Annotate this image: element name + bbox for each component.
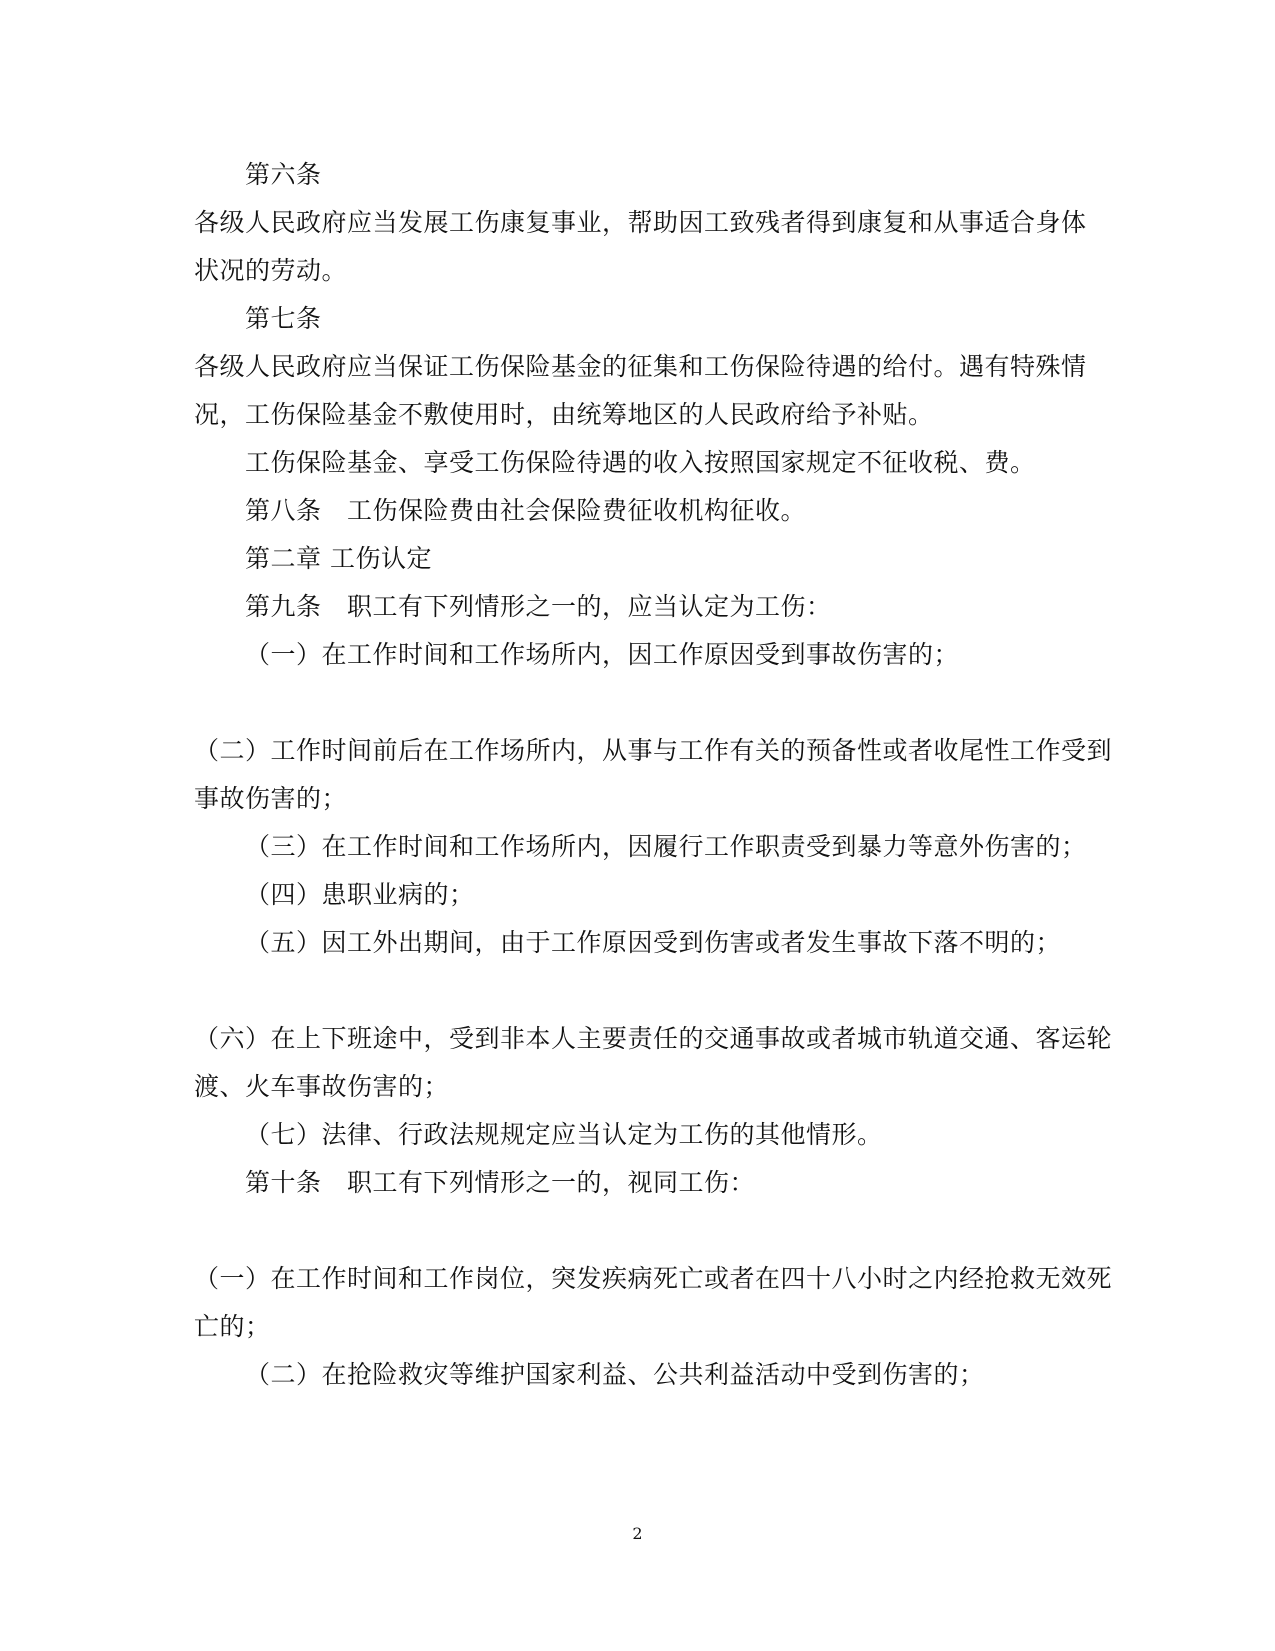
list-item: （一）在工作时间和工作岗位，突发疾病死亡或者在四十八小时之内经抢救无效死 <box>194 1264 1113 1293</box>
paragraph-line: 渡、火车事故伤害的； <box>194 1072 450 1101</box>
list-item: （七）法律、行政法规规定应当认定为工伤的其他情形。 <box>245 1120 883 1149</box>
list-item: （二）在抢险救灾等维护国家利益、公共利益活动中受到伤害的； <box>245 1360 985 1389</box>
page-number: 2 <box>632 1524 643 1543</box>
article-10-line: 第十条 职工有下列情形之一的，视同工伤： <box>245 1168 756 1197</box>
article-7-heading: 第七条 <box>245 304 322 333</box>
chapter-2-heading: 第二章 工伤认定 <box>245 544 432 573</box>
paragraph-line: 亡的； <box>194 1312 271 1341</box>
paragraph-line: 状况的劳动。 <box>194 256 348 285</box>
paragraph-line: 各级人民政府应当保证工伤保险基金的征集和工伤保险待遇的给付。遇有特殊情 <box>194 352 1087 381</box>
paragraph-line: 工伤保险基金、享受工伤保险待遇的收入按照国家规定不征收税、费。 <box>245 448 1036 477</box>
list-item: （四）患职业病的； <box>245 880 475 909</box>
paragraph-line: 事故伤害的； <box>194 784 348 813</box>
list-item: （一）在工作时间和工作场所内，因工作原因受到事故伤害的； <box>245 640 960 669</box>
list-item: （五）因工外出期间，由于工作原因受到伤害或者发生事故下落不明的； <box>245 928 1062 957</box>
paragraph-line: 各级人民政府应当发展工伤康复事业，帮助因工致残者得到康复和从事适合身体 <box>194 208 1087 237</box>
paragraph-line: 况，工伤保险基金不敷使用时，由统筹地区的人民政府给予补贴。 <box>194 400 934 429</box>
article-6-heading: 第六条 <box>245 160 322 189</box>
article-9-line: 第九条 职工有下列情形之一的，应当认定为工伤： <box>245 592 832 621</box>
list-item: （二）工作时间前后在工作场所内，从事与工作有关的预备性或者收尾性工作受到 <box>194 736 1113 765</box>
list-item: （六）在上下班途中，受到非本人主要责任的交通事故或者城市轨道交通、客运轮 <box>194 1024 1113 1053</box>
article-8-line: 第八条 工伤保险费由社会保险费征收机构征收。 <box>245 496 807 525</box>
list-item: （三）在工作时间和工作场所内，因履行工作职责受到暴力等意外伤害的； <box>245 832 1087 861</box>
